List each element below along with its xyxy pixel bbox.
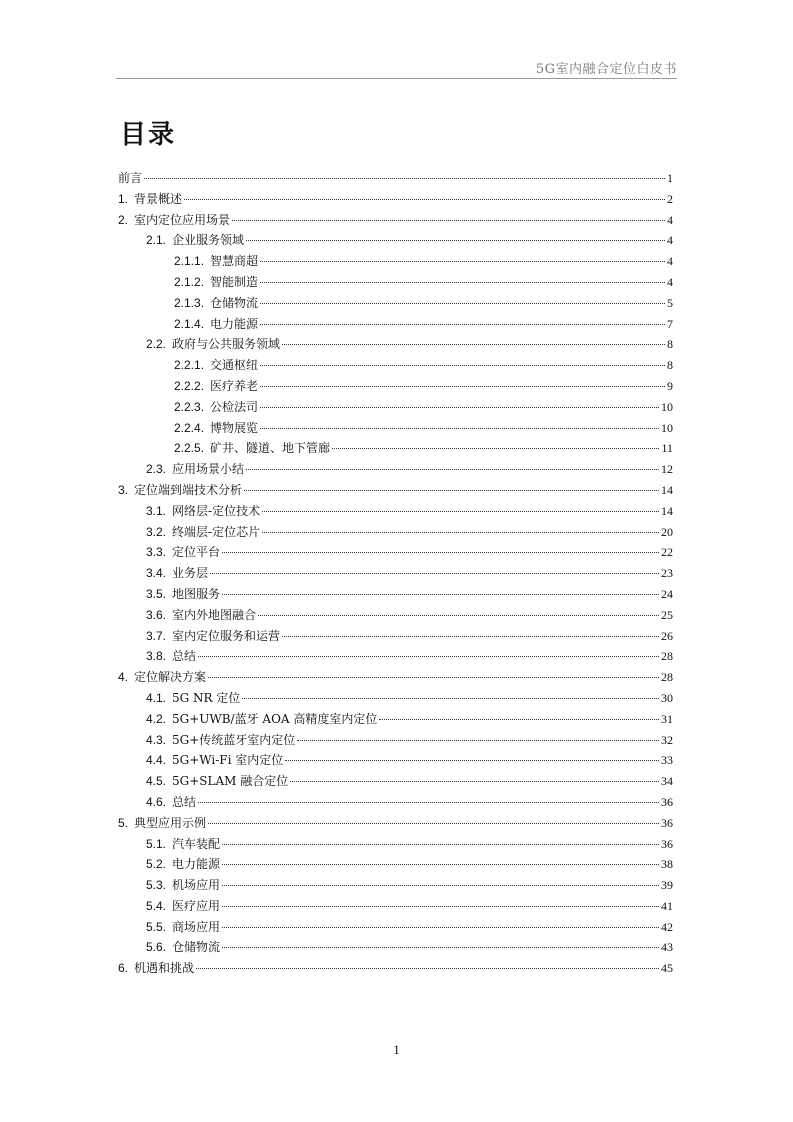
- dot-leader: [208, 677, 659, 678]
- toc-entry[interactable]: [118, 792, 673, 813]
- dot-leader: [260, 324, 665, 325]
- toc-entry-page: 20: [661, 524, 673, 539]
- toc-entry-page: 31: [661, 711, 673, 726]
- toc-entry-number: 2.1.: [146, 233, 167, 248]
- toc-entry-page: 8: [667, 358, 673, 373]
- dot-leader: [260, 261, 665, 262]
- toc-entry[interactable]: [118, 376, 673, 397]
- toc-entry-page: 36: [661, 836, 673, 851]
- toc-entry-number: 5.: [118, 815, 129, 830]
- toc-entry-page: 25: [661, 607, 673, 622]
- table-of-contents: [118, 168, 673, 979]
- toc-entry-number: 4.4.: [146, 753, 167, 768]
- dot-leader: [290, 781, 659, 782]
- toc-entry-page: 4: [667, 254, 673, 269]
- toc-entry-title: 总结: [172, 649, 197, 664]
- dot-leader: [262, 511, 659, 512]
- dot-leader: [208, 823, 659, 824]
- toc-entry-number: 2.2.: [146, 337, 167, 352]
- toc-entry-number: 6.: [118, 961, 129, 976]
- toc-entry[interactable]: [118, 730, 673, 751]
- toc-entry-page: 8: [667, 337, 673, 352]
- toc-entry[interactable]: [118, 605, 673, 626]
- toc-entry-page: 43: [661, 940, 673, 955]
- dot-leader: [297, 740, 659, 741]
- toc-entry-number: 3.5.: [146, 586, 167, 601]
- toc-entry[interactable]: [118, 418, 673, 439]
- toc-entry-title: 电力能源: [172, 857, 221, 872]
- dot-leader: [260, 282, 665, 283]
- dot-leader: [246, 240, 665, 241]
- toc-entry-title: 矿井、隧道、地下管廊: [210, 441, 331, 456]
- toc-entry-page: 28: [661, 649, 673, 664]
- toc-entry[interactable]: [118, 854, 673, 875]
- toc-entry-number: 5.3.: [146, 878, 167, 893]
- dot-leader: [222, 552, 659, 553]
- toc-entry-number: 2.2.4.: [174, 420, 205, 435]
- toc-entry-page: 10: [661, 399, 673, 414]
- toc-entry-title: 5G NR 定位: [172, 690, 241, 705]
- toc-entry[interactable]: [118, 355, 673, 376]
- toc-entry-number: 5.2.: [146, 857, 167, 872]
- toc-entry-title: 室内定位服务和运营: [172, 628, 281, 643]
- toc-entry[interactable]: [118, 750, 673, 771]
- toc-entry-title: 终端层-定位芯片: [172, 524, 261, 539]
- toc-entry-number: 4.6.: [146, 794, 167, 809]
- toc-entry[interactable]: [118, 958, 673, 979]
- dot-leader: [222, 906, 659, 907]
- dot-leader: [222, 885, 659, 886]
- dot-leader: [210, 573, 659, 574]
- toc-entry-page: 41: [661, 898, 673, 913]
- toc-entry-title: 前言: [118, 171, 143, 185]
- toc-entry-number: 2.1.1.: [174, 254, 205, 269]
- toc-entry-title: 医疗应用: [172, 898, 221, 913]
- toc-entry-page: 5: [667, 295, 673, 310]
- dot-leader: [244, 490, 659, 491]
- toc-entry-number: 2.2.5.: [174, 441, 205, 456]
- dot-leader: [260, 428, 659, 429]
- toc-entry[interactable]: [118, 501, 673, 522]
- toc-entry-number: 3.8.: [146, 649, 167, 664]
- toc-entry-number: 4.: [118, 670, 129, 685]
- document-title: 5G室内融合定位白皮书: [535, 62, 677, 77]
- toc-entry-number: 2.1.3.: [174, 295, 205, 310]
- toc-entry-page: 36: [661, 794, 673, 809]
- toc-entry-title: 智能制造: [210, 274, 259, 289]
- toc-entry[interactable]: [118, 210, 673, 231]
- dot-leader: [332, 448, 659, 449]
- toc-entry-page: 1: [667, 171, 673, 185]
- toc-entry-number: 5.6.: [146, 940, 167, 955]
- toc-entry-page: 23: [661, 566, 673, 581]
- toc-entry[interactable]: [118, 917, 673, 938]
- toc-entry-number: 5.5.: [146, 919, 167, 934]
- toc-entry-page: 30: [661, 690, 673, 705]
- dot-leader: [260, 407, 659, 408]
- toc-entry-page: 2: [667, 191, 673, 206]
- toc-entry[interactable]: [118, 314, 673, 335]
- dot-leader: [260, 365, 665, 366]
- dot-leader: [232, 220, 665, 221]
- toc-entry-title: 地图服务: [172, 586, 221, 601]
- toc-entry-page: 34: [661, 774, 673, 789]
- toc-entry-page: 32: [661, 732, 673, 747]
- toc-entry-page: 4: [667, 274, 673, 289]
- toc-entry[interactable]: [118, 709, 673, 730]
- toc-entry-page: 4: [667, 233, 673, 248]
- toc-entry[interactable]: [118, 563, 673, 584]
- dot-leader: [258, 615, 659, 616]
- toc-entry-title: 5G+Wi-Fi 室内定位: [172, 753, 284, 768]
- toc-entry-title: 电力能源: [210, 316, 259, 331]
- toc-entry-page: 22: [661, 545, 673, 560]
- toc-entry[interactable]: [118, 646, 673, 667]
- dot-leader: [282, 636, 659, 637]
- toc-entry[interactable]: [118, 688, 673, 709]
- dot-leader: [282, 344, 665, 345]
- dot-leader: [260, 386, 665, 387]
- toc-entry-page: 10: [661, 420, 673, 435]
- dot-leader: [196, 968, 659, 969]
- toc-entry[interactable]: [118, 834, 673, 855]
- toc-entry[interactable]: [118, 667, 673, 688]
- toc-entry-number: 2.3.: [146, 462, 167, 477]
- toc-entry-number: 2.2.3.: [174, 399, 205, 414]
- toc-entry-number: 2.1.4.: [174, 316, 205, 331]
- toc-entry-number: 2.2.1.: [174, 358, 205, 373]
- header-divider: [116, 78, 677, 79]
- toc-entry-title: 定位端到端技术分析: [134, 482, 243, 497]
- toc-entry-number: 3.4.: [146, 566, 167, 581]
- toc-entry-title: 总结: [172, 794, 197, 809]
- toc-entry-title: 网络层-定位技术: [172, 503, 261, 518]
- toc-entry-number: 2.: [118, 212, 129, 227]
- toc-entry[interactable]: [118, 875, 673, 896]
- toc-entry-title: 医疗养老: [210, 378, 259, 393]
- dot-leader: [144, 178, 665, 179]
- toc-entry-number: 3.3.: [146, 545, 167, 560]
- toc-entry-page: 33: [661, 753, 673, 768]
- toc-entry-title: 应用场景小结: [172, 462, 245, 477]
- toc-entry[interactable]: [118, 480, 673, 501]
- toc-entry[interactable]: [118, 334, 673, 355]
- toc-entry-title: 定位解决方案: [134, 670, 207, 685]
- toc-entry-title: 智慧商超: [210, 254, 259, 269]
- toc-entry[interactable]: [118, 189, 673, 210]
- dot-leader: [260, 303, 665, 304]
- toc-entry-page: 45: [661, 961, 673, 976]
- toc-entry-title: 室内外地图融合: [172, 607, 257, 622]
- toc-entry-title: 室内定位应用场景: [134, 212, 231, 227]
- toc-entry-number: 4.2.: [146, 711, 167, 726]
- dot-leader: [198, 802, 659, 803]
- toc-entry-title: 背景概述: [134, 191, 183, 206]
- toc-entry-page: 7: [667, 316, 673, 331]
- toc-entry-page: 38: [661, 857, 673, 872]
- toc-entry[interactable]: [118, 168, 673, 189]
- toc-entry-title: 汽车装配: [172, 836, 221, 851]
- dot-leader: [222, 864, 659, 865]
- toc-entry-title: 典型应用示例: [134, 815, 207, 830]
- dot-leader: [246, 469, 659, 470]
- toc-entry-page: 11: [661, 441, 673, 456]
- dot-leader: [184, 199, 665, 200]
- toc-entry-number: 3.6.: [146, 607, 167, 622]
- dot-leader: [285, 760, 659, 761]
- toc-entry-page: 9: [667, 378, 673, 393]
- toc-entry-page: 12: [661, 462, 673, 477]
- toc-entry-number: 1.: [118, 191, 129, 206]
- toc-entry[interactable]: [118, 813, 673, 834]
- toc-entry-page: 4: [667, 212, 673, 227]
- toc-entry-page: 28: [661, 670, 673, 685]
- toc-entry-number: 3.: [118, 482, 129, 497]
- toc-entry-number: 4.5.: [146, 774, 167, 789]
- toc-entry-title: 政府与公共服务领域: [172, 337, 281, 352]
- toc-entry-page: 39: [661, 878, 673, 893]
- toc-entry-title: 5G+SLAM 融合定位: [172, 774, 289, 789]
- dot-leader: [198, 656, 659, 657]
- toc-heading: 目录: [120, 120, 177, 150]
- toc-entry[interactable]: [118, 626, 673, 647]
- toc-entry[interactable]: [118, 542, 673, 563]
- toc-entry-title: 企业服务领域: [172, 233, 245, 248]
- toc-entry-page: 42: [661, 919, 673, 934]
- toc-entry-title: 仓储物流: [210, 295, 259, 310]
- toc-entry-number: 2.2.2.: [174, 378, 205, 393]
- toc-entry-number: 4.1.: [146, 690, 167, 705]
- toc-entry-number: 4.3.: [146, 732, 167, 747]
- toc-entry-number: 3.7.: [146, 628, 167, 643]
- dot-leader: [222, 594, 659, 595]
- toc-entry-page: 36: [661, 815, 673, 830]
- toc-entry[interactable]: [118, 896, 673, 917]
- toc-entry-number: 3.2.: [146, 524, 167, 539]
- page-number: 1: [393, 1042, 400, 1057]
- toc-entry-page: 14: [661, 482, 673, 497]
- toc-entry-title: 交通枢纽: [210, 358, 259, 373]
- toc-entry[interactable]: [118, 584, 673, 605]
- toc-entry-number: 5.4.: [146, 898, 167, 913]
- toc-entry-number: 5.1.: [146, 836, 167, 851]
- dot-leader: [222, 947, 659, 948]
- toc-entry[interactable]: [118, 459, 673, 480]
- toc-entry-title: 仓储物流: [172, 940, 221, 955]
- toc-entry-title: 博物展览: [210, 420, 259, 435]
- toc-entry[interactable]: [118, 937, 673, 958]
- toc-entry-title: 机场应用: [172, 878, 221, 893]
- toc-entry[interactable]: [118, 293, 673, 314]
- toc-entry[interactable]: [118, 522, 673, 543]
- toc-entry-title: 定位平台: [172, 545, 221, 560]
- toc-entry-title: 5G+传统蓝牙室内定位: [172, 732, 296, 747]
- toc-entry-number: 3.1.: [146, 503, 167, 518]
- dot-leader: [379, 719, 659, 720]
- toc-entry-title: 商场应用: [172, 919, 221, 934]
- toc-entry-page: 14: [661, 503, 673, 518]
- dot-leader: [242, 698, 659, 699]
- toc-entry[interactable]: [118, 771, 673, 792]
- toc-entry-title: 5G+UWB/蓝牙 AOA 高精度室内定位: [172, 711, 378, 726]
- toc-entry-title: 机遇和挑战: [134, 961, 195, 976]
- toc-entry-number: 2.1.2.: [174, 274, 205, 289]
- toc-entry-page: 26: [661, 628, 673, 643]
- toc-entry-title: 公检法司: [210, 399, 259, 414]
- toc-entry[interactable]: [118, 438, 673, 459]
- toc-entry-page: 24: [661, 586, 673, 601]
- dot-leader: [222, 927, 659, 928]
- toc-entry-title: 业务层: [172, 566, 209, 581]
- toc-entry[interactable]: [118, 251, 673, 272]
- toc-entry[interactable]: [118, 397, 673, 418]
- dot-leader: [262, 532, 659, 533]
- toc-entry[interactable]: [118, 272, 673, 293]
- dot-leader: [222, 844, 659, 845]
- toc-entry[interactable]: [118, 230, 673, 251]
